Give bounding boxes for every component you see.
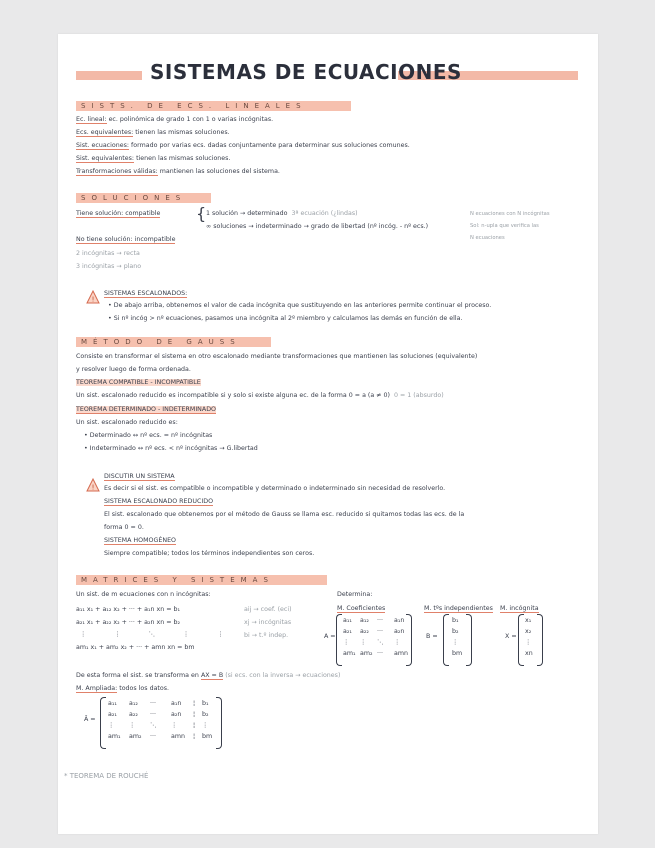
def-line: Ecs. equivalentes: tienen las mismas soluciones. bbox=[76, 129, 230, 136]
ampliada-line: M. Ampliada: todos los datos. bbox=[76, 685, 170, 692]
legend-note: bi → t.º indep. bbox=[244, 632, 289, 639]
legend-note: xj → incógnitas bbox=[244, 619, 292, 626]
matrix-bracket bbox=[100, 697, 106, 749]
matrix-bracket bbox=[336, 614, 342, 666]
section-header-soluciones: SOLUCIONES bbox=[76, 193, 211, 203]
escalonados-bullet: • De abajo arriba, obtenemos el valor de cada incógnita que sustituyendo en las anteriores permite continuar el proceso. bbox=[108, 302, 492, 309]
matrix-cell: ⋮ bbox=[171, 722, 178, 729]
system-equation: a₁₁ x₁ + a₁₂ x₂ + ··· + a₁n xn = b₁ bbox=[76, 606, 181, 613]
gauss-text: Un sist. escalonado reducido es: bbox=[76, 419, 178, 426]
matrix-bracket bbox=[466, 614, 472, 666]
section-header-gauss: MÉTODO DE GAUSS bbox=[76, 337, 271, 347]
svg-text:!: ! bbox=[91, 295, 95, 304]
matrix-cell: ⋱ bbox=[377, 639, 384, 646]
matrix-cell: bm bbox=[452, 650, 463, 657]
gauss-text: Consiste en transformar el sistema en otro escalonado mediante transformaciones que mantienen las soluciones (equivalente) bbox=[76, 353, 478, 360]
def-line: Transformaciones válidas: mantienen las soluciones del sistema. bbox=[76, 168, 280, 175]
side-note: N ecuaciones bbox=[470, 235, 505, 241]
matrix-b-label: B = bbox=[426, 633, 438, 640]
matrix-cell: ⋮ bbox=[394, 639, 401, 646]
vertical-dots: ⋮⋮⋱⋮⋮ bbox=[80, 631, 252, 638]
determina-label: Determina: bbox=[337, 591, 373, 598]
matrix-cell: ¦ bbox=[193, 733, 196, 740]
warning-icon bbox=[86, 290, 100, 304]
matrix-cell: b₁ bbox=[452, 617, 459, 624]
discutir-text: Siempre compatible; todos los términos independientes son ceros. bbox=[104, 550, 315, 557]
side-note: N ecuaciones con N incógnitas bbox=[470, 211, 550, 217]
page-title: SISTEMAS DE ECUACIONES bbox=[150, 60, 462, 84]
forma-line: De esta forma el sist. se transforma en AX = B (si ecs. con la inversa → ecuaciones) bbox=[76, 672, 341, 679]
note-line: 2 incógnitas → recta bbox=[76, 250, 140, 257]
matrix-cell: am₂ bbox=[360, 650, 373, 657]
discutir-subtitle: SISTEMA HOMOGÉNEO bbox=[104, 537, 177, 544]
matrix-cell: a₂n bbox=[394, 628, 405, 635]
escalonados-bullet: • Si nº incóg > nº ecuaciones, pasamos una incógnita al 2º miembro y calculamos las demás en función de ella. bbox=[108, 315, 463, 322]
svg-text:!: ! bbox=[91, 483, 95, 492]
matrix-cell: ··· bbox=[150, 700, 157, 707]
teorema-title: TEOREMA DETERMINADO - INDETERMINADO bbox=[76, 406, 217, 413]
footer-note: * TEOREMA DE ROUCHÉ bbox=[64, 772, 149, 780]
discutir-text: El sist. escalonado que obtenemos por el método de Gauss se llama esc. reducido si quitamos todas las ecs. de la bbox=[104, 511, 465, 518]
def-line: Ec. lineal: ec. polinómica de grado 1 con 1 o varias incógnitas. bbox=[76, 116, 274, 123]
tiene-solucion: Tiene solución: compatible bbox=[76, 210, 161, 217]
matrix-cell: a₁n bbox=[171, 700, 182, 707]
system-equation: am₁ x₁ + am₂ x₂ + ··· + amn xn = bm bbox=[76, 644, 195, 651]
gauss-text: Un sist. escalonado reducido es incompatible si y solo si existe alguna ec. de la forma 0 = a (a ≠ 0) 0 = 1 (absurdo) bbox=[76, 392, 444, 399]
matrix-cell: ··· bbox=[377, 628, 384, 635]
matrix-cell: a₂₂ bbox=[129, 711, 138, 718]
solucion-branch: ∞ soluciones → indeterminado → grado de libertad (nº incóg. - nº ecs.) bbox=[206, 223, 429, 230]
solucion-branch: 1 solución → determinado 3ª ecuación (¿lindas) bbox=[206, 210, 358, 217]
escalonados-title: SISTEMAS ESCALONADOS: bbox=[104, 290, 188, 297]
gauss-bullet: • Determinado ↔ nº ecs. = nº incógnitas bbox=[84, 432, 213, 439]
matrix-bracket bbox=[406, 614, 412, 666]
matrix-cell: b₂ bbox=[452, 628, 459, 635]
side-note: Sol: n-upla que verifica las bbox=[470, 223, 539, 229]
matrix-a-label: A = bbox=[324, 633, 336, 640]
matrix-cell: a₁n bbox=[394, 617, 405, 624]
matrix-cell: ⋮ bbox=[452, 639, 459, 646]
matrix-cell: a₂₁ bbox=[108, 711, 117, 718]
matrix-cell: ··· bbox=[377, 617, 384, 624]
matrix-cell: xn bbox=[525, 650, 533, 657]
matrix-cell: ··· bbox=[150, 733, 157, 740]
matrix-cell: amn bbox=[171, 733, 185, 740]
matrix-cell: ⋮ bbox=[525, 639, 532, 646]
matrix-cell: ··· bbox=[150, 711, 157, 718]
m-coeficientes-label: M. Coeficientes bbox=[337, 605, 386, 612]
matrix-x-label: X = bbox=[505, 633, 517, 640]
discutir-text: Es decir si el sist. es compatible o incompatible y determinado o indeterminado sin necesidad de resolverlo. bbox=[104, 485, 446, 492]
matrix-cell: x₂ bbox=[525, 628, 532, 635]
matrix-cell: b₂ bbox=[202, 711, 209, 718]
system-equation: a₂₁ x₁ + a₂₂ x₂ + ··· + a₂n xn = b₂ bbox=[76, 619, 181, 626]
def-line: Sist. ecuaciones: formado por varias ecs. dadas conjuntamente para determinar sus soluciones comunes. bbox=[76, 142, 410, 149]
curly-brace: { bbox=[196, 204, 207, 223]
matrix-cell: a₂n bbox=[171, 711, 182, 718]
matrix-cell: x₁ bbox=[525, 617, 532, 624]
matrix-cell: a₁₂ bbox=[129, 700, 138, 707]
matrix-cell: amn bbox=[394, 650, 408, 657]
matrix-cell: a₂₂ bbox=[360, 628, 369, 635]
matrix-cell: ⋮ bbox=[360, 639, 367, 646]
note-line: 3 incógnitas → plano bbox=[76, 263, 142, 270]
matrix-cell: am₁ bbox=[108, 733, 121, 740]
matrix-cell: ⋮ bbox=[343, 639, 350, 646]
matrix-bracket bbox=[216, 697, 222, 749]
matrix-cell: ¦ bbox=[193, 711, 196, 718]
matrix-cell: b₁ bbox=[202, 700, 209, 707]
matrices-intro: Un sist. de m ecuaciones con n incógnitas: bbox=[76, 591, 211, 598]
matrix-cell: a₁₂ bbox=[360, 617, 369, 624]
matrix-bracket bbox=[443, 614, 449, 666]
matrix-cell: bm bbox=[202, 733, 213, 740]
gauss-bullet: • Indeterminado ↔ nº ecs. < nº incógnitas → G.libertad bbox=[84, 445, 258, 452]
matrix-cell: ⋮ bbox=[202, 722, 209, 729]
matrix-bracket bbox=[537, 614, 543, 666]
matrix-cell: ⋮ bbox=[129, 722, 136, 729]
discutir-text: forma 0 = 0. bbox=[104, 524, 144, 531]
matrix-cell: am₂ bbox=[129, 733, 142, 740]
discutir-subtitle: SISTEMA ESCALONADO REDUCIDO bbox=[104, 498, 214, 505]
section-header-matrices: MATRICES Y SISTEMAS bbox=[76, 575, 327, 585]
warning-icon bbox=[86, 478, 100, 492]
matrix-cell: ··· bbox=[377, 650, 384, 657]
discutir-title: DISCUTIR UN SISTEMA bbox=[104, 473, 175, 480]
matrix-cell: a₁₁ bbox=[343, 617, 352, 624]
gauss-text: y resolver luego de forma ordenada. bbox=[76, 366, 191, 373]
matrix-cell: ¦ bbox=[193, 722, 196, 729]
matrix-cell: ¦ bbox=[193, 700, 196, 707]
def-line: Sist. equivalentes: tienen las mismas soluciones. bbox=[76, 155, 231, 162]
matrix-cell: a₁₁ bbox=[108, 700, 117, 707]
title-highlight-left bbox=[76, 71, 142, 80]
matrix-bracket bbox=[518, 614, 524, 666]
m-incognita-label: M. incógnita bbox=[500, 605, 539, 612]
m-independientes-label: M. tºs independientes bbox=[424, 605, 493, 612]
teorema-title: TEOREMA COMPATIBLE - INCOMPATIBLE bbox=[76, 379, 201, 386]
matrix-cell: a₂₁ bbox=[343, 628, 352, 635]
section-header-sist-lineales: SISTS. DE ECS. LINEALES bbox=[76, 101, 351, 111]
matrix-abar-label: Ā = bbox=[84, 716, 96, 723]
matrix-cell: ⋮ bbox=[108, 722, 115, 729]
no-tiene-solucion: No tiene solución: incompatible bbox=[76, 236, 176, 243]
legend-note: aij → coef. (eci) bbox=[244, 606, 292, 613]
matrix-cell: ⋱ bbox=[150, 722, 157, 729]
matrix-cell: am₁ bbox=[343, 650, 356, 657]
